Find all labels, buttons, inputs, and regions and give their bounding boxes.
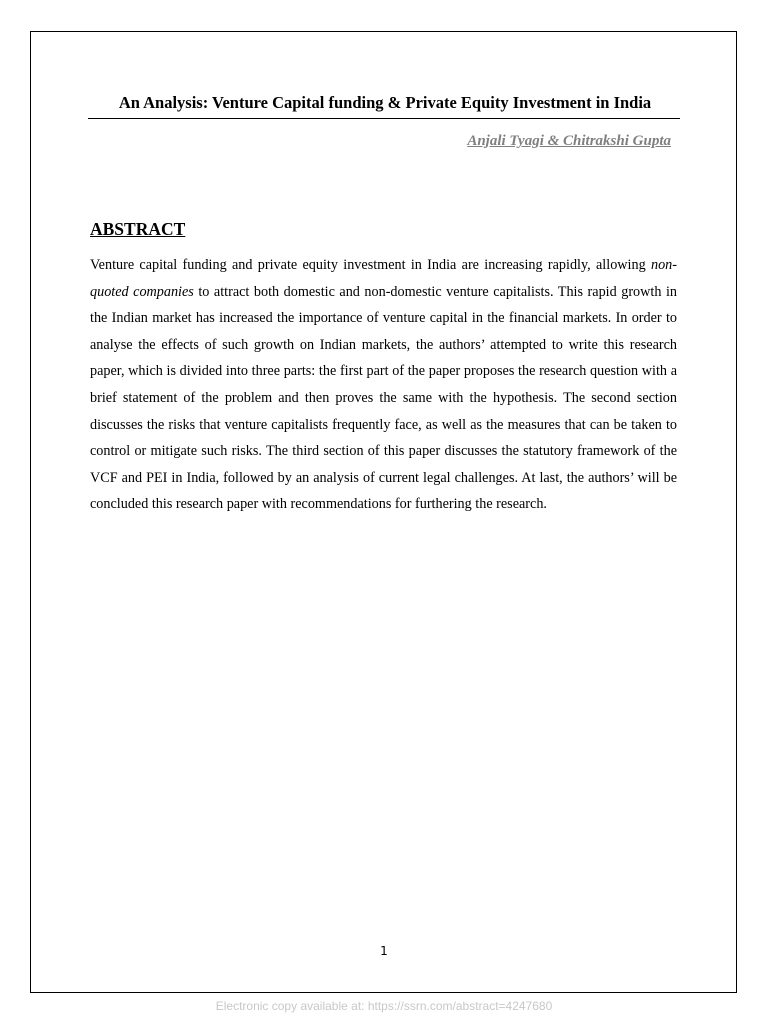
page-number: 1 xyxy=(380,944,388,958)
abstract-emphasis: non-quoted companies xyxy=(90,257,677,300)
abstract-body xyxy=(90,252,677,518)
abstract-text-part-2: to attract both domestic and non-domestic venture capitalists. This rapid growth in the Indian market has increased the importance of venture capital in the financial markets. In order to analyse the effects of such growth on Indian markets, the authors’ attempted to write this research paper, which is divided into three parts: the first part of the paper proposes the research question with a brief statement of the problem and then proves the same with the hypothesis. The second section discusses the risks that venture capitalists frequently face, as well as the measures that can be taken to control or mitigate such risks. The third section of this paper discusses the statutory framework of the VCF and PEI in India, followed by an analysis of current legal challenges. At last, the authors’ will be concluded this research paper with recommendations for furthering the research. xyxy=(90,283,677,513)
abstract-heading: ABSTRACT xyxy=(90,219,186,239)
ssrn-footer-note: Electronic copy available at: https://ssrn.com/abstract=4247680 xyxy=(215,999,553,1013)
paper-authors: Anjali Tyagi & Chitrakshi Gupta xyxy=(467,133,671,149)
abstract-text-part-1: Venture capital funding and private equity investment in India are increasing rapidly, allowing xyxy=(90,257,651,273)
paper-title: An Analysis: Venture Capital funding & Private Equity Investment in India xyxy=(118,93,652,112)
title-underline-rule xyxy=(88,118,680,119)
